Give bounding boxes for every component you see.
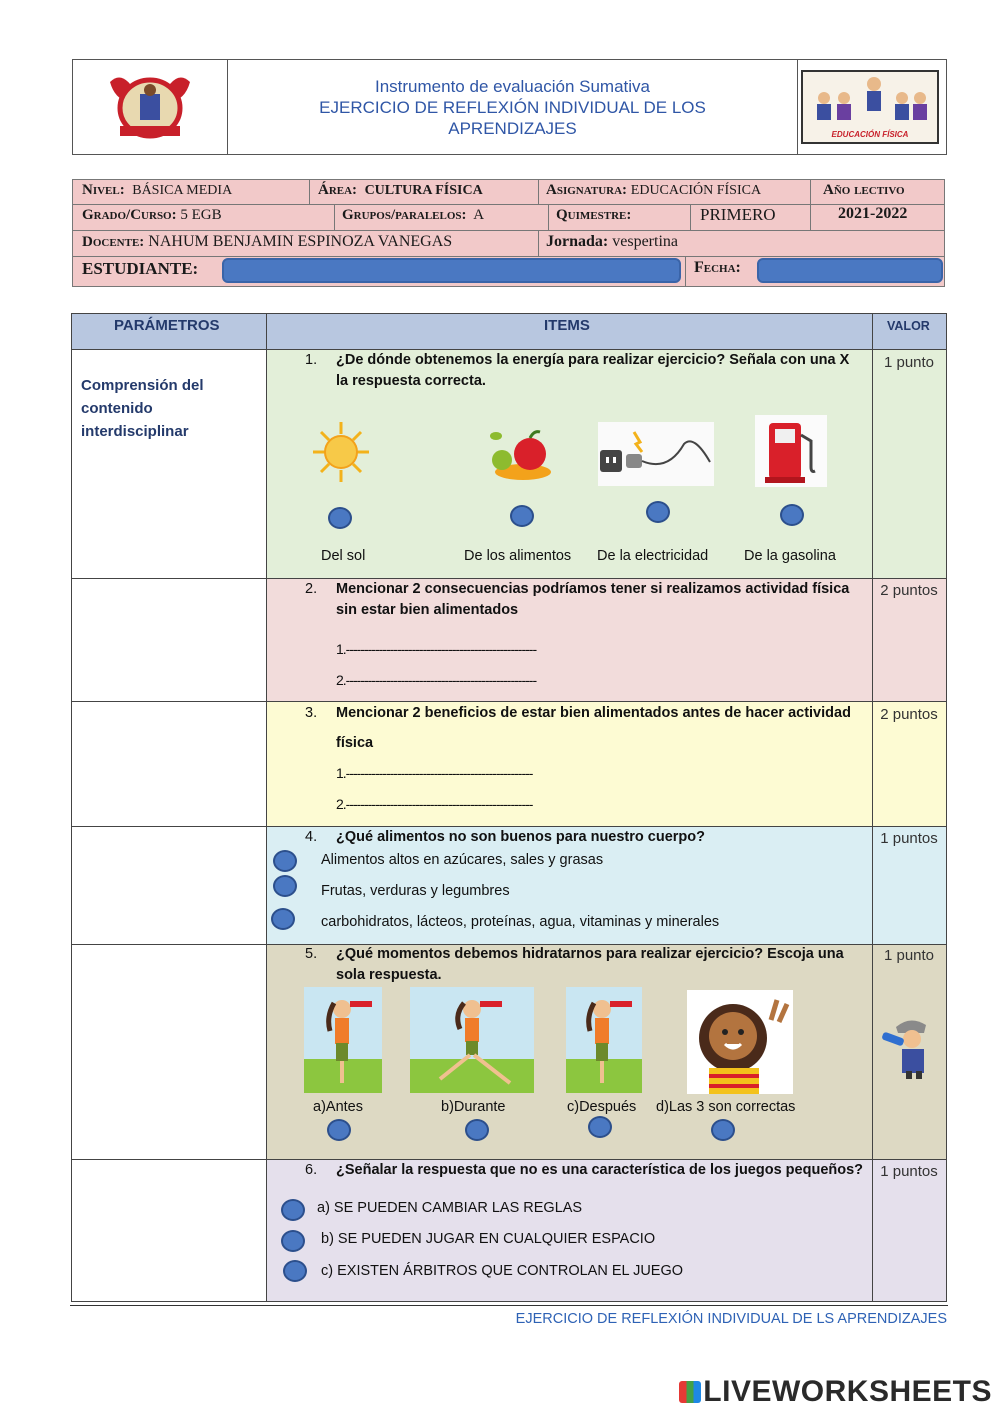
q4-option-a-radio[interactable] [273,850,297,872]
q6-option-c-radio[interactable] [283,1260,307,1282]
q4-value: 1 puntos [880,830,938,847]
q6-option-c: c) EXISTEN ÁRBITROS QUE CONTROLAN EL JUEGO [321,1263,684,1279]
anio-value: 2021-2022 [838,205,908,222]
q5-text: ¿Qué momentos debemos hidratarnos para realizar ejercicio? Escoja una sola respuesta. [336,946,844,983]
grupos-label: Grupos/paralelos: [342,207,467,223]
q6-option-b-radio[interactable] [281,1230,305,1252]
q6-text: ¿Señalar la respuesta que no es una característica de los juegos pequeños? [336,1162,864,1178]
footer-text: EJERCICIO DE REFLEXIÓN INDIVIDUAL DE LS APRENDIZAJES [515,1311,947,1327]
q3-text-a: Mencionar 2 beneficios de estar bien alimentados antes de hacer actividad [336,705,851,721]
jornada-label: Jornada: [546,233,609,250]
area-value: CULTURA FÍSICA [364,183,483,198]
q5-option-a: a)Antes [313,1099,363,1115]
girl-drinking-before-icon [304,987,382,1093]
q5-option-c-radio[interactable] [588,1116,612,1138]
q1-option-sol: Del sol [321,548,366,564]
q3-value: 2 puntos [880,706,938,723]
col-parametros: PARÁMETROS [114,317,220,334]
q2-number: 2. [305,581,318,597]
docente-value: NAHUM BENJAMIN ESPINOZA VANEGAS [148,233,453,250]
girl-drinking-during-icon [410,987,534,1093]
col-items: ITEMS [544,317,590,334]
q5-option-b-radio[interactable] [465,1119,489,1141]
asignatura-value: EDUCACIÓN FÍSICA [630,183,762,198]
col-valor: VALOR [887,319,930,333]
girl-waving-icon [687,990,793,1094]
parametro-comprension: Comprensión del contenido interdisciplinar [81,377,204,440]
q4-text: ¿Qué alimentos no son buenos para nuestro cuerpo? [336,829,705,845]
q3-answer-line-2[interactable]: 2.--------------------------------------------------- [336,796,533,812]
q1-option-sol-radio[interactable] [328,507,352,529]
q5-option-a-radio[interactable] [327,1119,351,1141]
header-box [72,59,947,155]
anio-field [823,182,905,199]
q6-option-a-radio[interactable] [281,1199,305,1221]
quimestre-value: PRIMERO [700,205,776,224]
electricity-icon [598,422,714,486]
jornada-value: vespertina [612,233,678,250]
footer-rule [70,1305,948,1306]
gas-pump-icon [755,415,827,487]
title-line-3: APRENDIZAJES [448,119,577,138]
nivel-label: Nivel: [82,182,125,198]
estudiante-field [82,259,198,279]
area-field [318,182,483,199]
q2-answer-line-2[interactable]: 2.---------------------------------------------------- [336,672,537,688]
fecha-label: Fecha: [694,259,741,276]
q5-option-c: c)Después [567,1099,637,1115]
pe-logo [801,70,939,144]
q6-option-a: a) SE PUEDEN CAMBIAR LAS REGLAS [317,1200,583,1216]
q1-option-electricidad: De la electricidad [597,548,709,564]
q3-text-b: física [336,735,374,751]
area-label: Área: [318,182,358,198]
quimestre-field [556,207,631,224]
girl-drinking-after-icon [566,987,642,1093]
q1-value: 1 punto [883,354,935,371]
docente-field [82,233,452,251]
q5-option-d-radio[interactable] [711,1119,735,1141]
q3-number: 3. [305,705,318,721]
q4-option-c: carbohidratos, lácteos, proteínas, agua, vitaminas y minerales [321,914,720,930]
estudiante-label: ESTUDIANTE: [82,259,199,278]
student-name-input[interactable] [222,258,681,283]
grupos-value: A [473,207,485,223]
grado-label: Grado/Curso: [82,207,177,223]
q1-option-alimentos: De los alimentos [464,548,572,564]
q3-answer-line-1[interactable]: 1.--------------------------------------------------- [336,765,533,781]
q4-option-a: Alimentos altos en azúcares, sales y grasas [321,852,604,868]
title-line-2: EJERCICIO DE REFLEXIÓN INDIVIDUAL DE LOS [319,98,706,117]
q4-option-c-radio[interactable] [271,908,295,930]
q5-option-b: b)Durante [441,1099,506,1115]
grado-value: 5 EGB [180,207,222,223]
q5-value: 1 punto [883,947,935,964]
evaluation-table [71,313,947,1302]
q6-option-b: b) SE PUEDEN JUGAR EN CUALQUIER ESPACIO [321,1231,656,1247]
brand-text: LIVEWORKSHEETS [703,1375,992,1408]
school-logo-cell [73,60,228,154]
q6-number: 6. [305,1162,318,1178]
q4-option-b: Frutas, verduras y legumbres [321,883,510,899]
nivel-field [82,182,232,199]
title-line-1: Instrumento de evaluación Sumativa [375,77,650,96]
grado-field [82,207,222,224]
q4-option-b-radio[interactable] [273,875,297,897]
school-crest-logo [100,72,200,142]
q2-answer-line-1[interactable]: 1.---------------------------------------------------- [336,641,537,657]
document-title [227,76,798,139]
nivel-value: BÁSICA MEDIA [132,183,233,198]
q5-number: 5. [305,946,318,962]
q2-text: Mencionar 2 consecuencias podríamos tener si realizamos actividad física sin estar bien alimentados [336,581,850,618]
sun-icon [311,420,371,484]
jornada-field [546,233,678,251]
q1-option-gasolina-radio[interactable] [780,504,804,526]
q1-text: ¿De dónde obtenemos la energía para realizar ejercicio? Señala con una X la respuesta correcta. [336,352,850,389]
q2-value: 2 puntos [880,582,938,599]
q5-option-d: d)Las 3 son correctas [656,1099,796,1115]
asignatura-field [546,182,761,199]
q1-option-electricidad-radio[interactable] [646,501,670,523]
date-input[interactable] [757,258,943,283]
q1-option-gasolina: De la gasolina [744,548,836,564]
liveworksheets-logo-icon [679,1381,701,1403]
q6-value: 1 puntos [880,1163,938,1180]
pe-logo-caption: EDUCACIÓN FÍSICA [831,130,909,139]
q4-number: 4. [305,829,318,845]
q1-option-alimentos-radio[interactable] [510,505,534,527]
q1-number: 1. [305,352,318,368]
grupos-field [342,207,484,224]
info-table [72,179,945,287]
liveworksheets-brand [679,1375,992,1409]
boy-drinking-icon [878,1015,938,1079]
docente-label: Docente: [82,234,145,250]
quimestre-label: Quimestre: [556,207,632,223]
fecha-field [694,259,741,277]
asignatura-label: Asignatura: [546,182,628,198]
kids-illustration-icon [804,74,936,128]
food-icon [488,426,554,482]
pe-logo-cell [797,60,946,154]
anio-label: Año lectivo [823,182,905,198]
